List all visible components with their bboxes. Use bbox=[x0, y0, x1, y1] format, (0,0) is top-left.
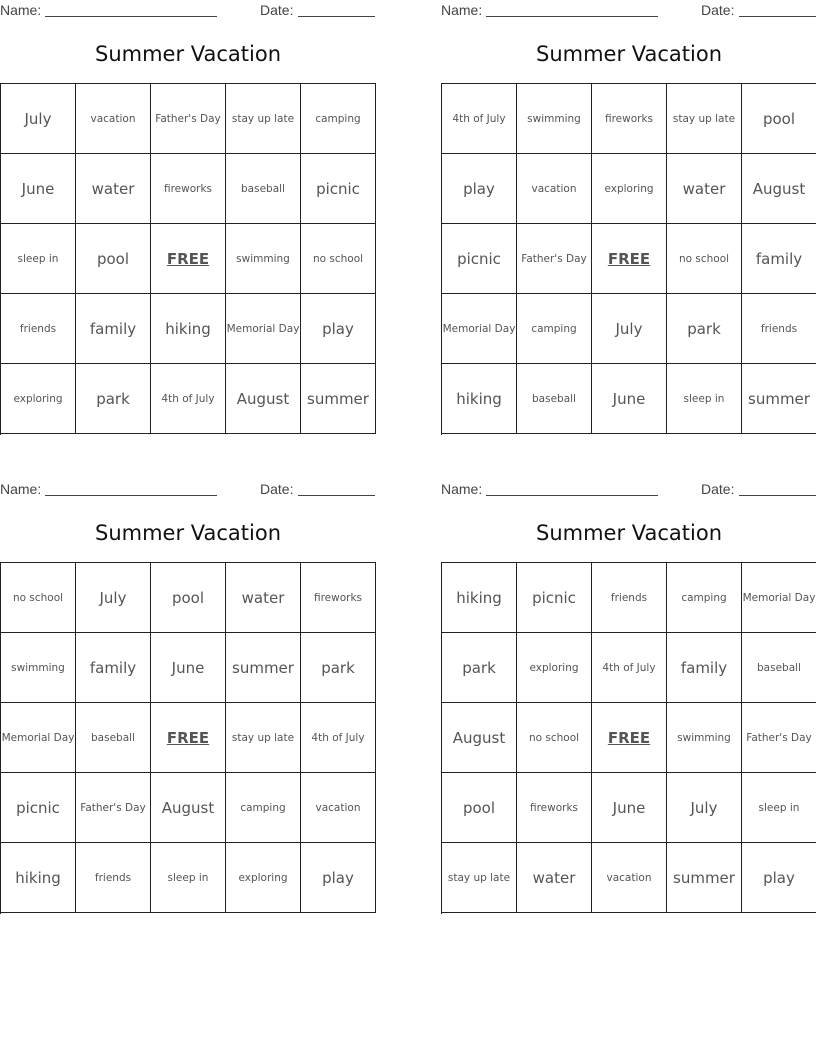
bingo-cell: June bbox=[151, 633, 226, 703]
bingo-cell: summer bbox=[301, 364, 376, 434]
free-space-cell: FREE bbox=[151, 703, 226, 773]
bingo-cell: family bbox=[742, 224, 816, 294]
bingo-cell: park bbox=[442, 633, 517, 703]
bingo-cell: vacation bbox=[592, 843, 667, 913]
bingo-cell: summer bbox=[742, 364, 816, 434]
bingo-cell: 4th of July bbox=[151, 364, 226, 434]
bingo-cell: baseball bbox=[742, 633, 816, 703]
bingo-cell: water bbox=[517, 843, 592, 913]
name-blank-line[interactable] bbox=[45, 495, 217, 496]
bingo-cell: summer bbox=[667, 843, 742, 913]
bingo-cell: 4th of July bbox=[442, 84, 517, 154]
card-title: Summer Vacation bbox=[535, 521, 723, 545]
bingo-cell: camping bbox=[226, 773, 301, 843]
bingo-card bbox=[441, 479, 816, 914]
bingo-cell: camping bbox=[667, 563, 742, 633]
free-space-cell: FREE bbox=[592, 703, 667, 773]
bingo-cell: August bbox=[442, 703, 517, 773]
date-blank-line[interactable] bbox=[739, 495, 816, 496]
bingo-cell: park bbox=[76, 364, 151, 434]
bingo-cell: vacation bbox=[76, 84, 151, 154]
bingo-cell: baseball bbox=[517, 364, 592, 434]
bingo-card bbox=[0, 479, 376, 914]
bingo-cell: swimming bbox=[226, 224, 301, 294]
bingo-cell: fireworks bbox=[592, 84, 667, 154]
bingo-cell: exploring bbox=[226, 843, 301, 913]
bingo-cell: August bbox=[226, 364, 301, 434]
name-label: Name: bbox=[441, 481, 483, 497]
bingo-cell: July bbox=[592, 294, 667, 364]
bingo-cell: August bbox=[742, 154, 816, 224]
bingo-card bbox=[0, 0, 376, 435]
name-blank-line[interactable] bbox=[486, 495, 658, 496]
bingo-cell: June bbox=[592, 364, 667, 434]
bingo-cell: Memorial Day bbox=[226, 294, 301, 364]
bingo-cell: sleep in bbox=[667, 364, 742, 434]
bingo-cell: friends bbox=[76, 843, 151, 913]
bingo-cell: fireworks bbox=[151, 154, 226, 224]
name-blank-line[interactable] bbox=[45, 16, 217, 17]
bingo-cell: July bbox=[1, 84, 76, 154]
bingo-cell: stay up late bbox=[442, 843, 517, 913]
name-date-row bbox=[0, 479, 376, 501]
bingo-cell: exploring bbox=[517, 633, 592, 703]
bingo-grid bbox=[441, 562, 816, 914]
bingo-cell: play bbox=[301, 843, 376, 913]
bingo-card bbox=[441, 0, 816, 435]
bingo-cell: pool bbox=[442, 773, 517, 843]
bingo-cell: no school bbox=[517, 703, 592, 773]
bingo-cell: no school bbox=[1, 563, 76, 633]
name-date-row bbox=[441, 0, 816, 22]
bingo-cell: Father's Day bbox=[151, 84, 226, 154]
bingo-cell: friends bbox=[1, 294, 76, 364]
card-title: Summer Vacation bbox=[94, 42, 282, 66]
bingo-cell: June bbox=[592, 773, 667, 843]
bingo-cell: water bbox=[667, 154, 742, 224]
bingo-cell: camping bbox=[517, 294, 592, 364]
bingo-cell: vacation bbox=[301, 773, 376, 843]
bingo-cell: picnic bbox=[517, 563, 592, 633]
bingo-cell: no school bbox=[667, 224, 742, 294]
bingo-cell: fireworks bbox=[517, 773, 592, 843]
bingo-cell: fireworks bbox=[301, 563, 376, 633]
bingo-cell: July bbox=[76, 563, 151, 633]
bingo-cell: summer bbox=[226, 633, 301, 703]
bingo-cell: June bbox=[1, 154, 76, 224]
bingo-cell: swimming bbox=[667, 703, 742, 773]
bingo-cell: hiking bbox=[1, 843, 76, 913]
bingo-cell: exploring bbox=[592, 154, 667, 224]
bingo-grid bbox=[0, 562, 376, 914]
bingo-cell: play bbox=[742, 843, 816, 913]
bingo-cell: no school bbox=[301, 224, 376, 294]
bingo-grid bbox=[441, 83, 816, 435]
bingo-cell: Memorial Day bbox=[742, 563, 816, 633]
bingo-cell: friends bbox=[592, 563, 667, 633]
card-title: Summer Vacation bbox=[535, 42, 723, 66]
date-blank-line[interactable] bbox=[298, 495, 375, 496]
bingo-cell: pool bbox=[742, 84, 816, 154]
bingo-cell: water bbox=[76, 154, 151, 224]
bingo-cell: stay up late bbox=[226, 84, 301, 154]
date-label: Date: bbox=[260, 2, 294, 18]
bingo-cell: July bbox=[667, 773, 742, 843]
bingo-cell: Father's Day bbox=[742, 703, 816, 773]
bingo-cell: exploring bbox=[1, 364, 76, 434]
bingo-cell: baseball bbox=[226, 154, 301, 224]
bingo-cell: stay up late bbox=[667, 84, 742, 154]
name-date-row bbox=[441, 479, 816, 501]
bingo-cell: family bbox=[76, 633, 151, 703]
bingo-grid bbox=[0, 83, 376, 435]
bingo-cell: August bbox=[151, 773, 226, 843]
bingo-cell: swimming bbox=[1, 633, 76, 703]
bingo-cell: camping bbox=[301, 84, 376, 154]
bingo-cell: water bbox=[226, 563, 301, 633]
name-label: Name: bbox=[0, 2, 42, 18]
bingo-cell: hiking bbox=[442, 364, 517, 434]
bingo-cell: family bbox=[76, 294, 151, 364]
bingo-cell: swimming bbox=[517, 84, 592, 154]
bingo-cell: Memorial Day bbox=[442, 294, 517, 364]
bingo-cell: picnic bbox=[1, 773, 76, 843]
bingo-cell: picnic bbox=[442, 224, 517, 294]
bingo-cell: family bbox=[667, 633, 742, 703]
bingo-cell: hiking bbox=[151, 294, 226, 364]
bingo-cell: park bbox=[667, 294, 742, 364]
bingo-cell: vacation bbox=[517, 154, 592, 224]
bingo-cell: sleep in bbox=[742, 773, 816, 843]
bingo-cell: pool bbox=[151, 563, 226, 633]
bingo-cell: park bbox=[301, 633, 376, 703]
bingo-cell: friends bbox=[742, 294, 816, 364]
bingo-cell: pool bbox=[76, 224, 151, 294]
date-label: Date: bbox=[701, 2, 735, 18]
bingo-cell: stay up late bbox=[226, 703, 301, 773]
bingo-cell: picnic bbox=[301, 154, 376, 224]
bingo-cell: 4th of July bbox=[592, 633, 667, 703]
bingo-cell: baseball bbox=[76, 703, 151, 773]
free-space-cell: FREE bbox=[151, 224, 226, 294]
bingo-cell: Father's Day bbox=[76, 773, 151, 843]
bingo-cell: sleep in bbox=[1, 224, 76, 294]
name-label: Name: bbox=[441, 2, 483, 18]
bingo-cell: hiking bbox=[442, 563, 517, 633]
bingo-cell: play bbox=[301, 294, 376, 364]
name-label: Name: bbox=[0, 481, 42, 497]
bingo-cell: Father's Day bbox=[517, 224, 592, 294]
card-title: Summer Vacation bbox=[94, 521, 282, 545]
date-blank-line[interactable] bbox=[739, 16, 816, 17]
bingo-cell: 4th of July bbox=[301, 703, 376, 773]
name-date-row bbox=[0, 0, 376, 22]
date-blank-line[interactable] bbox=[298, 16, 375, 17]
date-label: Date: bbox=[260, 481, 294, 497]
bingo-cell: sleep in bbox=[151, 843, 226, 913]
name-blank-line[interactable] bbox=[486, 16, 658, 17]
free-space-cell: FREE bbox=[592, 224, 667, 294]
bingo-cell: play bbox=[442, 154, 517, 224]
date-label: Date: bbox=[701, 481, 735, 497]
bingo-cell: Memorial Day bbox=[1, 703, 76, 773]
